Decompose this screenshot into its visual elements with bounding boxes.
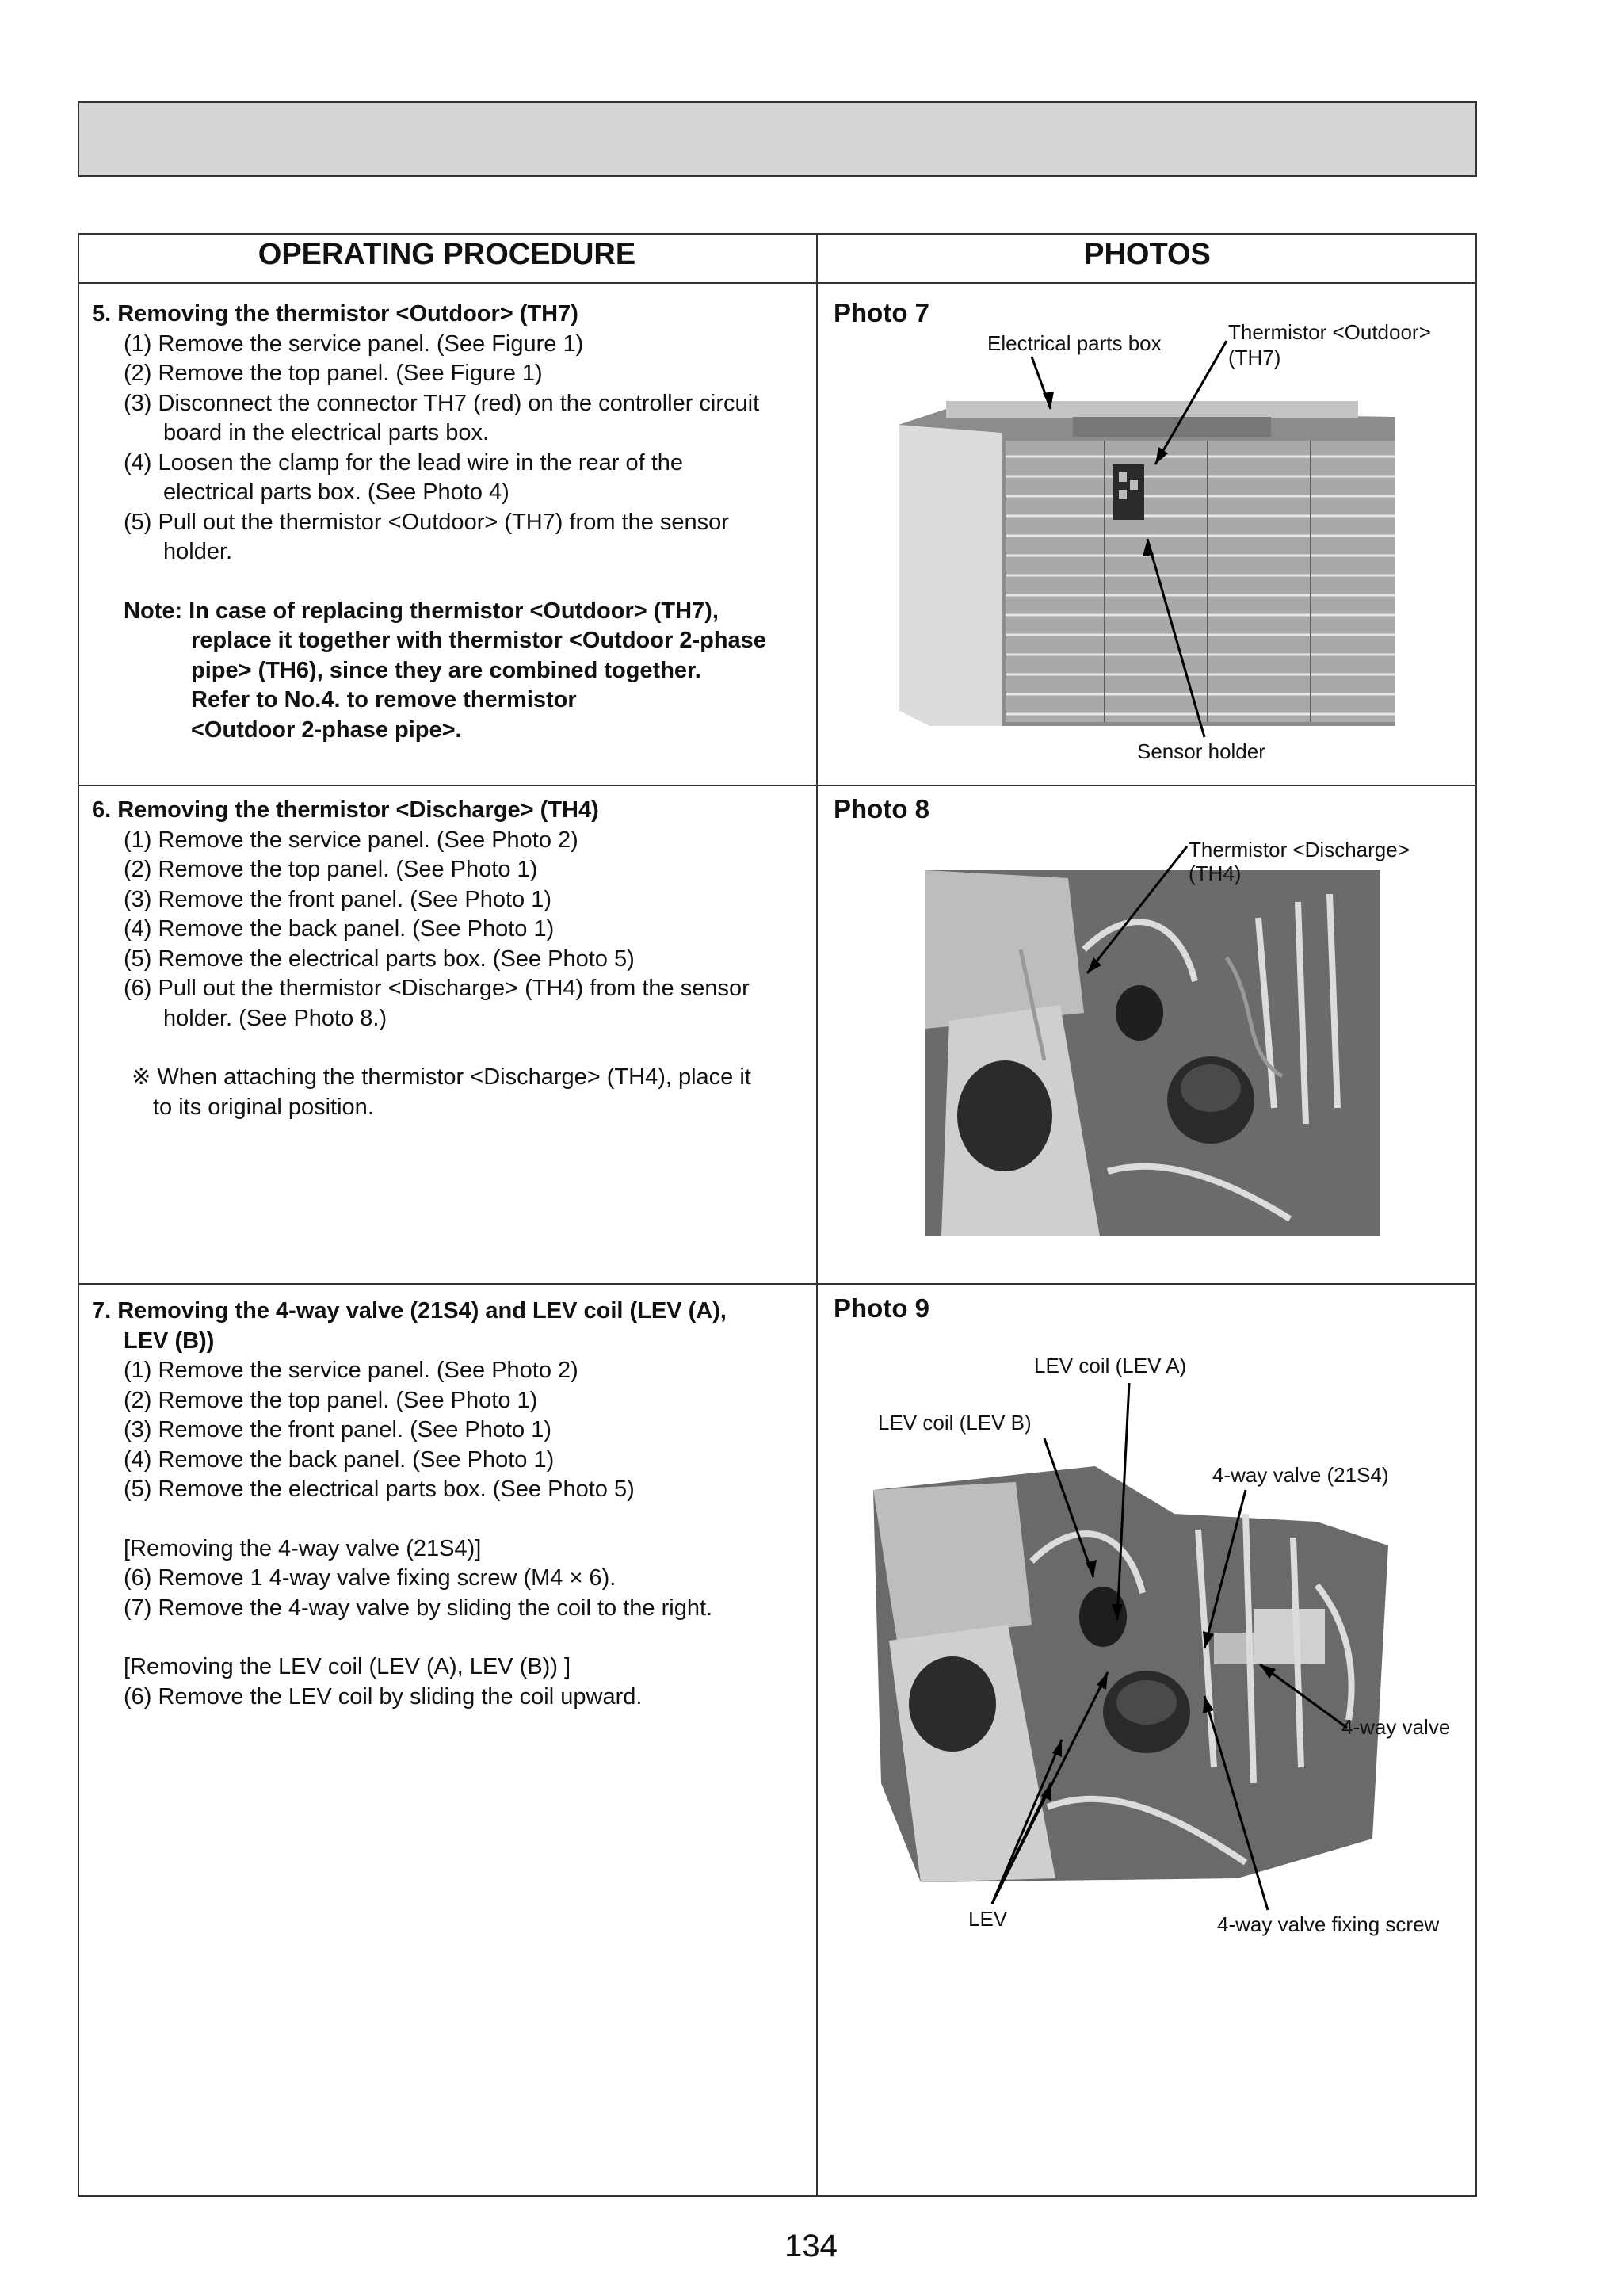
procedure-column-header: OPERATING PROCEDURE	[258, 238, 636, 271]
section-title: 7. Removing the 4-way valve (21S4) and LEV coil (LEV (A),	[92, 1298, 727, 1324]
step: (4) Remove the back panel. (See Photo 1)	[124, 1446, 555, 1473]
section-5	[92, 300, 813, 745]
step: (6) Remove the LEV coil by sliding the coil upward.	[124, 1683, 643, 1710]
page-number: 134	[784, 2229, 838, 2264]
callout-lev: LEV	[968, 1907, 1008, 1931]
step: (1) Remove the service panel. (See Photo 2)	[124, 1358, 578, 1383]
valve-area-illustration	[873, 1466, 1388, 1882]
photo-9-label: Photo 9	[834, 1293, 929, 1323]
section-title-continued: LEV (B))	[124, 1328, 215, 1354]
step-continued: holder. (See Photo 8.)	[163, 1005, 387, 1031]
callout-fixing-screw: 4-way valve fixing screw	[1217, 1912, 1440, 1936]
step-list	[92, 1356, 813, 1712]
callout-4-way-valve-21s4: 4-way valve (21S4)	[1212, 1463, 1389, 1487]
step: (7) Remove the 4-way valve by sliding the coil to the right.	[124, 1595, 713, 1621]
remark-line: to its original position.	[153, 1094, 374, 1120]
section-7	[92, 1297, 813, 1712]
step: (5) Remove the electrical parts box. (See Photo 5)	[124, 946, 635, 972]
photo-9-image	[873, 1466, 1388, 1882]
row-divider	[78, 1283, 1477, 1285]
step: (1) Remove the service panel. (See Figure 1)	[124, 330, 584, 357]
photo-8-label: Photo 8	[834, 794, 929, 823]
section-6	[92, 796, 813, 1122]
callout-4-way-valve: 4-way valve	[1341, 1715, 1451, 1739]
step: (6) Pull out the thermistor <Discharge> (TH4) from the sensor	[124, 976, 750, 1001]
section-title: 6. Removing the thermistor <Discharge> (TH4)	[92, 797, 599, 823]
step-list	[92, 826, 813, 1034]
note-line: pipe> (TH6), since they are combined together.	[191, 657, 701, 683]
subsection-title: [Removing the 4-way valve (21S4)]	[124, 1535, 482, 1561]
outdoor-unit-illustration	[899, 385, 1395, 726]
row-divider	[78, 785, 1477, 786]
photo-7-image	[899, 385, 1395, 726]
header-bar	[78, 101, 1477, 177]
step: (5) Remove the electrical parts box. (See Photo 5)	[124, 1477, 635, 1502]
subsection-title: [Removing the LEV coil (LEV (A), LEV (B)) ]	[124, 1654, 571, 1679]
callout-lev-coil-b: LEV coil (LEV B)	[878, 1411, 1032, 1435]
remark	[92, 1063, 813, 1122]
step: (2) Remove the top panel. (See Figure 1)	[124, 361, 543, 386]
callout-sensor-holder: Sensor holder	[1137, 739, 1265, 763]
callout-thermistor-outdoor: Thermistor <Outdoor>	[1228, 320, 1431, 344]
callout-lev-coil-a: LEV coil (LEV A)	[1034, 1354, 1187, 1377]
note-line: Note: In case of replacing thermistor <Outdoor> (TH7),	[124, 598, 719, 624]
header-divider	[78, 282, 1477, 284]
callout-th7: (TH7)	[1228, 346, 1281, 369]
step-list	[92, 330, 813, 567]
step-continued: board in the electrical parts box.	[163, 420, 490, 445]
photo-8-image	[925, 870, 1380, 1236]
note	[92, 597, 813, 746]
compressor-area-illustration	[925, 870, 1380, 1236]
step: (2) Remove the top panel. (See Photo 1)	[124, 857, 538, 882]
remark-line: ※ When attaching the thermistor <Discharge> (TH4), place it	[132, 1064, 751, 1090]
step-continued: electrical parts box. (See Photo 4)	[163, 479, 509, 505]
step: (6) Remove 1 4-way valve fixing screw (M4 × 6).	[124, 1565, 616, 1591]
step-continued: holder.	[163, 539, 233, 564]
step: (1) Remove the service panel. (See Photo 2)	[124, 827, 578, 853]
step: (4) Loosen the clamp for the lead wire in the rear of the	[124, 449, 684, 476]
photos-column-header: PHOTOS	[1084, 238, 1211, 271]
callout-electrical-parts-box: Electrical parts box	[987, 331, 1162, 355]
step: (5) Pull out the thermistor <Outdoor> (TH7) from the sensor	[124, 509, 729, 535]
callout-thermistor-discharge: Thermistor <Discharge>	[1189, 838, 1410, 861]
step: (3) Remove the front panel. (See Photo 1)	[124, 886, 552, 912]
callout-th4: (TH4)	[1189, 861, 1242, 885]
section-title: 5. Removing the thermistor <Outdoor> (TH7)	[92, 301, 578, 327]
step: (2) Remove the top panel. (See Photo 1)	[124, 1387, 538, 1413]
step: (3) Remove the front panel. (See Photo 1)	[124, 1417, 552, 1442]
note-line: <Outdoor 2-phase pipe>.	[191, 716, 462, 743]
note-line: Refer to No.4. to remove thermistor	[191, 687, 577, 712]
column-divider	[816, 233, 818, 2197]
photo-7-label: Photo 7	[834, 298, 929, 327]
step: (4) Remove the back panel. (See Photo 1)	[124, 916, 555, 942]
note-line: replace it together with thermistor <Outdoor 2-phase	[191, 628, 766, 653]
step: (3) Disconnect the connector TH7 (red) on the controller circuit	[124, 390, 760, 416]
